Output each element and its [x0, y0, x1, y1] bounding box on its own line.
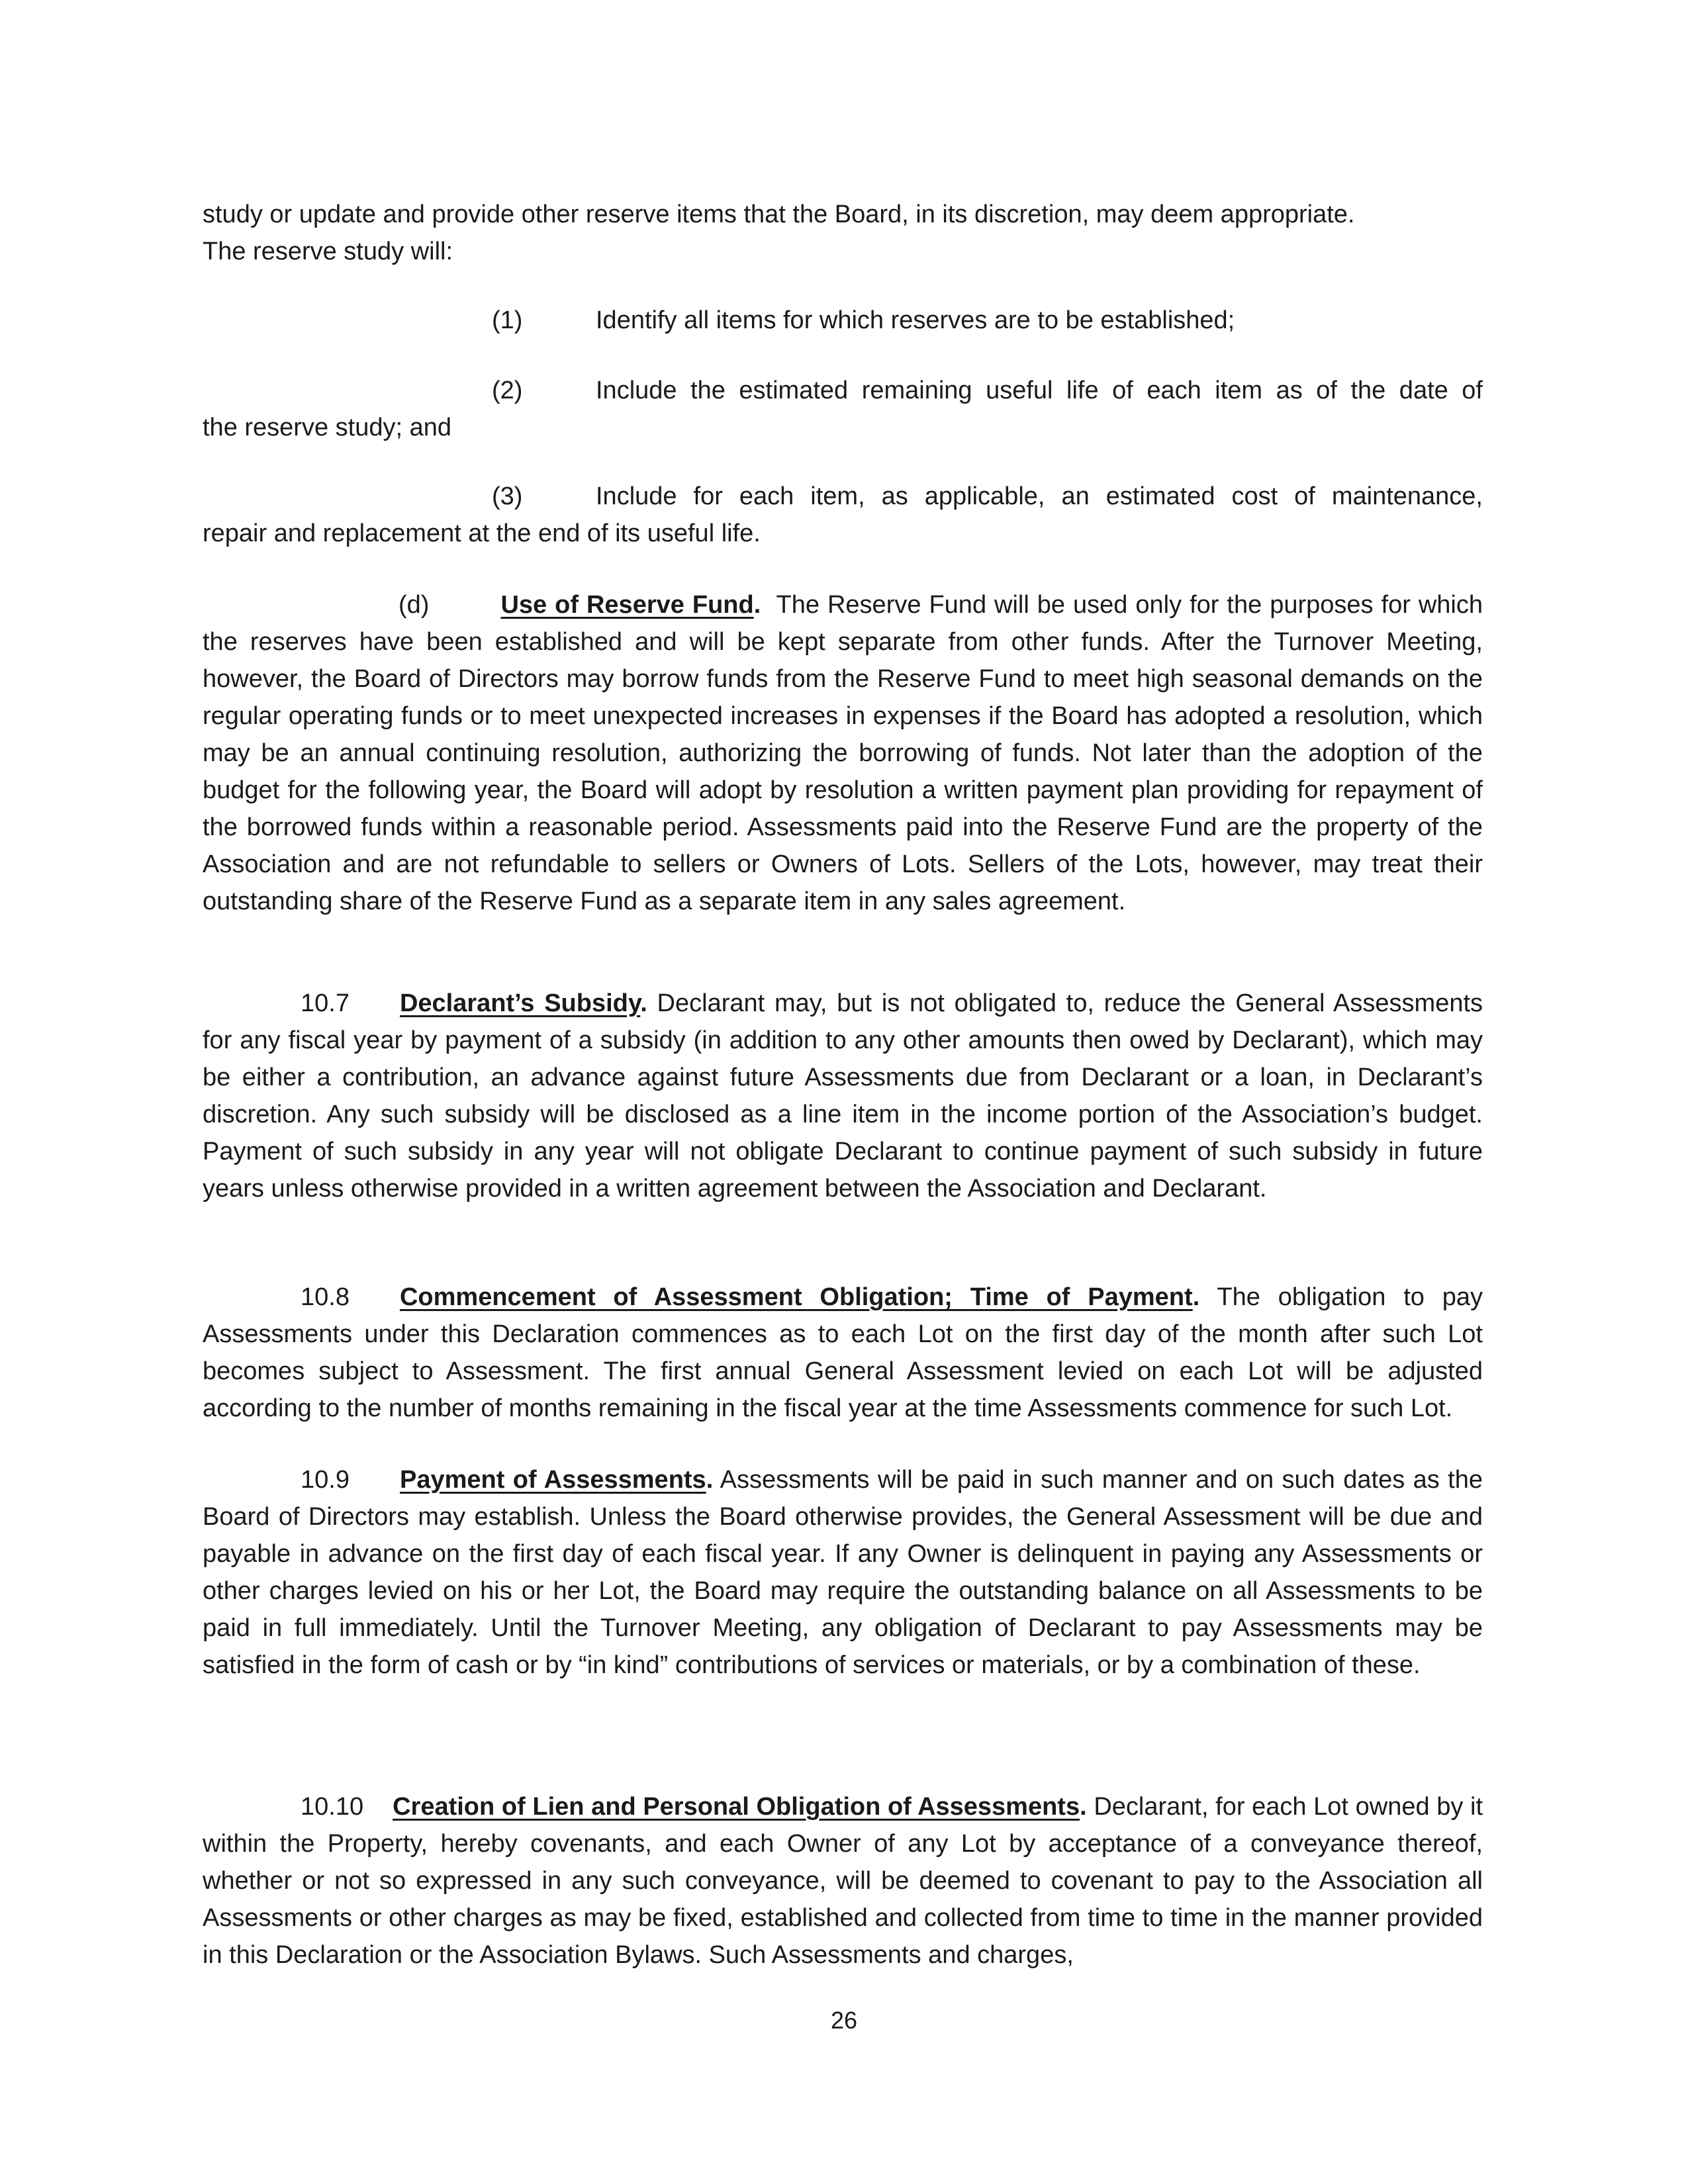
section-heading: Creation of Lien and Personal Obligation of Assessments	[393, 1793, 1080, 1821]
item-3-text: Include for each item, as applicable, an estimated cost of maintenance,	[596, 482, 1483, 510]
section-use-of-reserve-fund: (d) Use of Reserve Fund. The Reserve Fund will be used only for the purposes for which the reserves have been established and will be kept separate from other funds. After the Turnover Meeting, however, the Board of Directors may borrow funds from the Reserve Fund to meet high seasonal demands on the regular operating funds or to meet unexpected increases in expenses if the Board has adopted a resolution, which may be an annual continuing resolution, authorizing the borrowing of funds. Not later than the adoption of the budget for the following year, the Board will adopt by resolution a written payment plan providing for repayment of the borrowed funds within a reasonable period. Assessments paid into the Reserve Fund are the property of the Association and are not refundable to sellers or Owners of Lots. Sellers of the Lots, however, may treat their outstanding share of the Reserve Fund as a separate item in any sales agreement.	[203, 591, 1483, 915]
section-body: The Reserve Fund will be used only for the purposes for which the reserves have been established and will be kept separate from other funds. After the Turnover Meeting, however, the Board of Directors may borrow funds from the Reserve Fund to meet high seasonal demands on the regular operating funds or to meet unexpected increases in expenses if the Board has adopted a resolution, which may be an annual continuing resolution, authorizing the borrowing of funds. Not later than the adoption of the budget for the following year, the Board will adopt by resolution a written payment plan providing for repayment of the borrowed funds within a reasonable period. Assessments paid into the Reserve Fund are the property of the Association and are not refundable to sellers or Owners of Lots. Sellers of the Lots, however, may treat their outstanding share of the Reserve Fund as a separate item in any sales agreement.	[203, 591, 1483, 915]
intro-line-1: study or update and provide other reserve items that the Board, in its discretion, may deem appropriate.	[203, 201, 1355, 228]
intro-paragraph	[203, 196, 1483, 270]
item-2-continuation: the reserve study; and	[203, 414, 451, 441]
item-1-number: (1)	[492, 306, 523, 334]
item-1-text: Identify all items for which reserves are to be established;	[596, 306, 1235, 334]
section-heading: Payment of Assessments	[399, 1466, 706, 1494]
section-heading: Use of Reserve Fund	[500, 591, 754, 619]
item-3-number: (3)	[492, 482, 523, 510]
section-10-9: 10.9 Payment of Assessments. Assessments will be paid in such manner and on such dates as the Board of Directors may establish. Unless the Board otherwise provides, the General Assessment will be due and payable in advance on the first day of each fiscal year. If any Owner is delinquent in paying any Assessments or other charges levied on his or her Lot, the Board may require the outstanding balance on all Assessments to be paid in full immediately. Until the Turnover Meeting, any obligation of Declarant to pay Assessments may be satisfied in the form of cash or by “in kind” contributions of services or materials, or by a combination of these.	[203, 1466, 1483, 1679]
section-number: 10.7	[301, 989, 350, 1017]
section-number: (d)	[399, 591, 430, 619]
section-number: 10.9	[301, 1466, 350, 1494]
item-2-number: (2)	[492, 377, 523, 404]
page-number: 26	[830, 2007, 858, 2034]
section-body: Declarant, for each Lot owned by it within the Property, hereby covenants, and each Owner of any Lot by acceptance of a conveyance thereof, whether or not so expressed in any such conveyance, will be deemed to covenant to pay to the Association all Assessments or other charges as may be fixed, established and collected from time to time in the manner provided in this Declaration or the Association Bylaws. Such Assessments and charges,	[203, 1793, 1483, 1969]
item-2-text: Include the estimated remaining useful life of each item as of the date of	[596, 377, 1483, 404]
section-10-10: 10.10 Creation of Lien and Personal Obligation of Assessments. Declarant, for each Lot owned by it within the Property, hereby covenants, and each Owner of any Lot by acceptance of a conveyance thereof, whether or not so expressed in any such conveyance, will be deemed to covenant to pay to the Association all Assessments or other charges as may be fixed, established and collected from time to time in the manner provided in this Declaration or the Association Bylaws. Such Assessments and charges,	[203, 1793, 1483, 1969]
section-number: 10.8	[301, 1283, 350, 1311]
section-10-8: 10.8 Commencement of Assessment Obligation; Time of Payment. The obligation to pay Assessments under this Declaration commences as to each Lot on the first day of the month after such Lot becomes subject to Assessment. The first annual General Assessment levied on each Lot will be adjusted according to the number of months remaining in the fiscal year at the time Assessments commence for such Lot.	[203, 1283, 1483, 1422]
item-3-continuation: repair and replacement at the end of its useful life.	[203, 520, 761, 547]
section-10-7: 10.7 Declarant’s Subsidy. Declarant may, but is not obligated to, reduce the General Assessments for any fiscal year by payment of a subsidy (in addition to any other amounts then owed by Declarant), which may be either a contribution, an advance against future Assessments due from Declarant or a loan, in Declarant’s discretion. Any such subsidy will be disclosed as a line item in the income portion of the Association’s budget. Payment of such subsidy in any year will not obligate Declarant to continue payment of such subsidy in future years unless otherwise provided in a written agreement between the Association and Declarant.	[203, 989, 1483, 1203]
section-heading: Declarant’s Subsidy	[399, 989, 641, 1017]
section-heading: Commencement of Assessment Obligation; Time of Payment	[399, 1283, 1193, 1311]
section-body: The obligation to pay Assessments under this Declaration commences as to each Lot on the first day of the month after such Lot becomes subject to Assessment. The first annual General Assessment levied on each Lot will be adjusted according to the number of months remaining in the fiscal year at the time Assessments commence for such Lot.	[203, 1283, 1483, 1422]
section-number: 10.10	[301, 1793, 364, 1821]
section-body: Assessments will be paid in such manner and on such dates as the Board of Directors may establish. Unless the Board otherwise provides, the General Assessment will be due and payable in advance on the first day of each fiscal year. If any Owner is delinquent in paying any Assessments or other charges levied on his or her Lot, the Board may require the outstanding balance on all Assessments to be paid in full immediately. Until the Turnover Meeting, any obligation of Declarant to pay Assessments may be satisfied in the form of cash or by “in kind” contributions of services or materials, or by a combination of these.	[203, 1466, 1483, 1679]
section-body: Declarant may, but is not obligated to, reduce the General Assessments for any fiscal year by payment of a subsidy (in addition to any other amounts then owed by Declarant), which may be either a contribution, an advance against future Assessments due from Declarant or a loan, in Declarant’s discretion. Any such subsidy will be disclosed as a line item in the income portion of the Association’s budget. Payment of such subsidy in any year will not obligate Declarant to continue payment of such subsidy in future years unless otherwise provided in a written agreement between the Association and Declarant.	[203, 989, 1483, 1203]
intro-line-2: The reserve study will:	[203, 238, 453, 265]
